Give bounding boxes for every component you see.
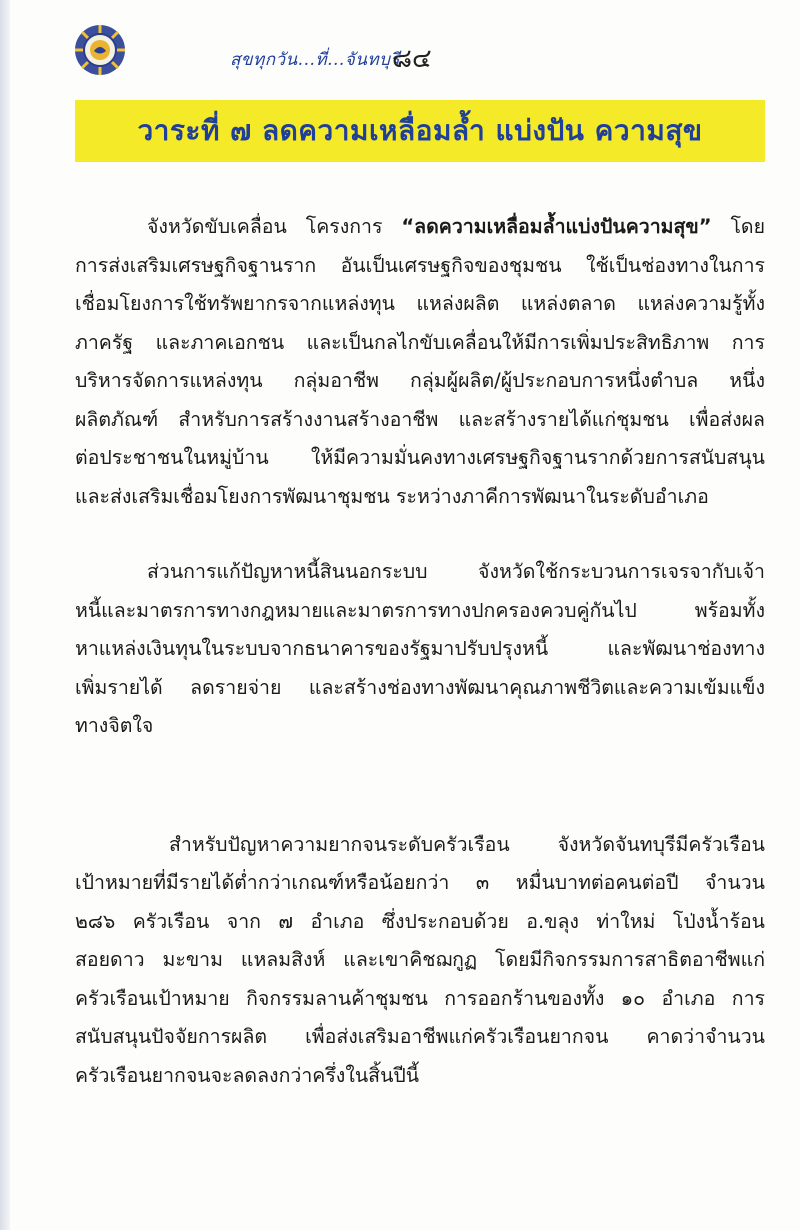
header-title: สุขทุกวัน...ที่...จันทบุรี bbox=[230, 50, 401, 70]
paragraph-line: ส่วนการแก้ปัญหาหนี้สินนอกระบบ จังหวัดใช้กระบวนการเจรจากับเจ้า bbox=[147, 560, 765, 583]
paragraph-line: ทางจิตใจ bbox=[75, 714, 154, 737]
paragraph-line: และส่งเสริมเชื่อมโยงการพัฒนาชุมชน ระหว่างภาคีการพัฒนาในระดับอำเภอ bbox=[75, 484, 709, 508]
paragraph-line: เชื่อมโยงการใช้ทรัพยากรจากแหล่งทุน แหล่งผลิต แหล่งตลาด แหล่งความรู้ทั้ง bbox=[75, 292, 765, 315]
paragraph-2 bbox=[75, 553, 765, 746]
paragraph-line: สำหรับปัญหาความยากจนระดับครัวเรือน จังหวัดจันทบุรีมีครัวเรือน bbox=[169, 832, 765, 856]
document-body bbox=[75, 208, 765, 1095]
project-name: “ลดความเหลื่อมล้ำแบ่งปันความสุข” bbox=[401, 215, 712, 238]
paragraph-line: ภาครัฐ และภาคเอกชน และเป็นกลไกขับเคลื่อนให้มีการเพิ่มประสิทธิภาพ การ bbox=[75, 330, 765, 354]
paragraph-line: ผลิตภัณฑ์ สำหรับการสร้างงานสร้างอาชีพ และสร้างรายได้แก่ชุมชน เพื่อส่งผล bbox=[75, 407, 765, 431]
paragraph-1 bbox=[75, 208, 765, 516]
paragraph-line: หนี้และมาตรการทางกฎหมายและมาตรการทางปกครองควบคู่กันไป พร้อมทั้ง bbox=[75, 598, 765, 622]
paragraph-line: ๒๘๖ ครัวเรือน จาก ๗ อำเภอ ซึ่งประกอบด้วย อ.ขลุง ท่าใหม่ โป่งน้ำร้อน bbox=[75, 909, 765, 933]
section-title: วาระที่ ๗ ลดความเหลื่อมล้ำ แบ่งปัน ความสุข bbox=[137, 114, 703, 147]
chanthaburi-seal-logo bbox=[74, 24, 126, 76]
paragraph-line bbox=[75, 208, 765, 247]
section-title-banner bbox=[75, 100, 765, 162]
page-edge bbox=[0, 0, 10, 1230]
inline-text: โดย bbox=[711, 215, 766, 238]
paragraph-line: ต่อประชาชนในหมู่บ้าน ให้มีความมั่นคงทางเศรษฐกิจฐานรากด้วยการสนับสนุน bbox=[75, 446, 765, 469]
paragraph-line: ครัวเรือนยากจนจะลดลงกว่าครึ่งในสิ้นปีนี้ bbox=[75, 1063, 420, 1087]
paragraph-3 bbox=[75, 826, 765, 1096]
paragraph-line: บริหารจัดการแหล่งทุน กลุ่มอาชีพ กลุ่มผู้ผลิต/ผู้ประกอบการหนึ่งตำบล หนึ่ง bbox=[75, 369, 765, 392]
paragraph-line: เป้าหมายที่มีรายได้ต่ำกว่าเกณฑ์หรือน้อยกว่า ๓ หมื่นบาทต่อคนต่อปี จำนวน bbox=[75, 871, 765, 894]
paragraph-line: ครัวเรือนเป้าหมาย กิจกรรมลานค้าชุมชน การออกร้านของทั้ง ๑๐ อำเภอ การ bbox=[75, 986, 765, 1010]
paragraph-line: หาแหล่งเงินทุนในระบบจากธนาคารของรัฐมาปรับปรุงหนี้ และพัฒนาช่องทาง bbox=[75, 637, 765, 660]
page-header bbox=[70, 20, 770, 80]
inline-text: จังหวัดขับเคลื่อน โครงการ bbox=[147, 215, 402, 238]
paragraph-line: การส่งเสริมเศรษฐกิจฐานราก อันเป็นเศรษฐกิจของชุมชน ใช้เป็นช่องทางในการ bbox=[75, 253, 765, 277]
paragraph-line: เพิ่มรายได้ ลดรายจ่าย และสร้างช่องทางพัฒนาคุณภาพชีวิตและความเข้มแข็ง bbox=[75, 675, 765, 699]
paragraph-line: สนับสนุนปัจจัยการผลิต เพื่อส่งเสริมอาชีพแก่ครัวเรือนยากจน คาดว่าจำนวน bbox=[75, 1025, 765, 1048]
paragraph-line: สอยดาว มะขาม แหลมสิงห์ และเขาคิชฌกูฏ โดยมีกิจกรรมการสาธิตอาชีพแก่ bbox=[75, 948, 765, 971]
page-number: ๘๔ bbox=[392, 44, 432, 74]
